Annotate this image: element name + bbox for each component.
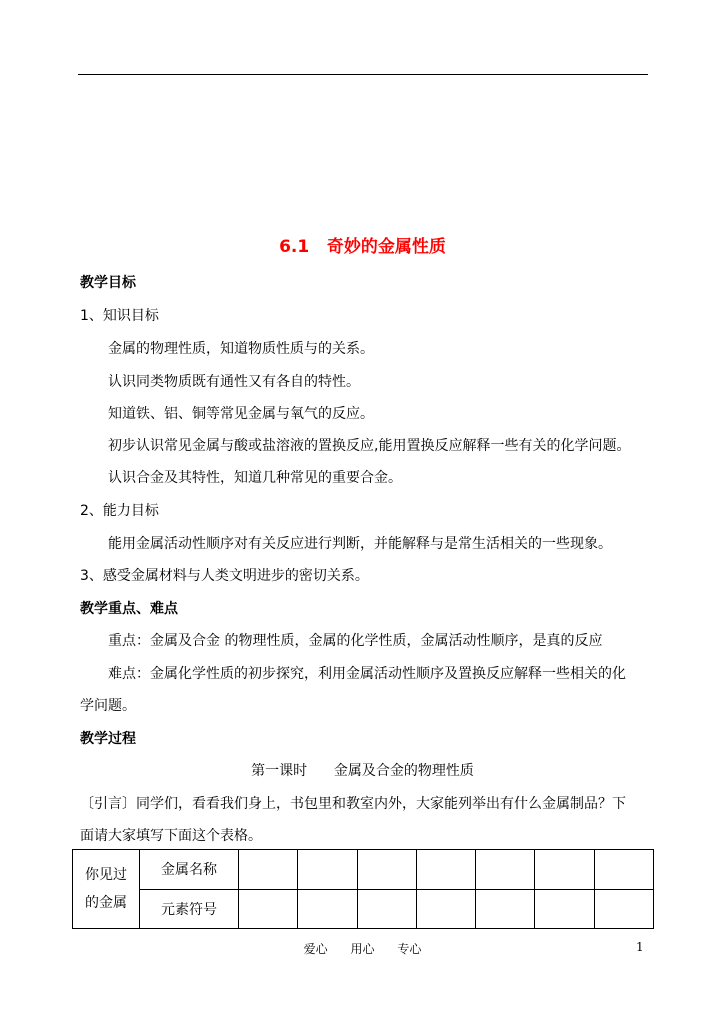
metal-name-cell[interactable] bbox=[594, 850, 653, 890]
knowledge-item: 认识合金及其特性，知道几种常见的重要合金。 bbox=[108, 470, 402, 486]
key-points-heading: 教学重点、难点 bbox=[80, 601, 178, 617]
element-symbol-cell[interactable] bbox=[298, 889, 357, 929]
metal-name-cell[interactable] bbox=[357, 850, 416, 890]
intro-text-continued: 面请大家填写下面这个表格。 bbox=[80, 828, 262, 844]
row-header-metal-name: 金属名称 bbox=[140, 850, 239, 890]
difficulty-text-continued: 学问题。 bbox=[80, 698, 136, 714]
ability-item: 能用金属活动性顺序对有关反应进行判断，并能解释与是常生活相关的一些现象。 bbox=[108, 536, 612, 552]
process-heading: 教学过程 bbox=[80, 731, 136, 747]
lesson-title: 第一课时 金属及合金的物理性质 bbox=[251, 763, 474, 779]
header-rule bbox=[78, 74, 648, 75]
page-title: 6.1 奇妙的金属性质 bbox=[279, 237, 446, 257]
row-header-element-symbol: 元素符号 bbox=[140, 889, 239, 929]
page-number: 1 bbox=[636, 940, 644, 954]
side-label-line: 的金属 bbox=[85, 895, 127, 911]
metal-name-cell[interactable] bbox=[535, 850, 594, 890]
emotion-heading: 3、感受金属材料与人类文明进步的密切关系。 bbox=[80, 568, 369, 584]
element-symbol-cell[interactable] bbox=[476, 889, 535, 929]
element-symbol-cell[interactable] bbox=[239, 889, 298, 929]
element-symbol-cell[interactable] bbox=[594, 889, 653, 929]
knowledge-item: 知道铁、铝、铜等常见金属与氧气的反应。 bbox=[108, 406, 374, 422]
knowledge-item: 金属的物理性质，知道物质性质与的关系。 bbox=[108, 341, 374, 357]
metals-table bbox=[72, 849, 654, 929]
element-symbol-cell[interactable] bbox=[416, 889, 475, 929]
knowledge-item: 认识同类物质既有通性又有各自的特性。 bbox=[108, 374, 360, 390]
table-side-label bbox=[73, 850, 140, 929]
element-symbol-cell[interactable] bbox=[357, 889, 416, 929]
side-label-line: 你见过 bbox=[85, 867, 127, 883]
footer-motto: 爱心 用心 专心 bbox=[303, 942, 422, 956]
difficulty-text: 难点：金属化学性质的初步探究，利用金属活动性顺序及置换反应解释一些相关的化 bbox=[108, 666, 626, 682]
metal-name-cell[interactable] bbox=[239, 850, 298, 890]
table-row bbox=[73, 850, 654, 890]
objectives-heading: 教学目标 bbox=[80, 275, 136, 291]
metal-name-cell[interactable] bbox=[476, 850, 535, 890]
metal-name-cell[interactable] bbox=[416, 850, 475, 890]
knowledge-item: 初步认识常见金属与酸或盐溶液的置换反应,能用置换反应解释一些有关的化学问题。 bbox=[108, 438, 631, 454]
table-row bbox=[73, 889, 654, 929]
metal-name-cell[interactable] bbox=[298, 850, 357, 890]
element-symbol-cell[interactable] bbox=[535, 889, 594, 929]
focus-text: 重点：金属及合金 的物理性质，金属的化学性质，金属活动性顺序，是真的反应 bbox=[108, 633, 603, 649]
knowledge-heading: 1、知识目标 bbox=[80, 308, 159, 324]
ability-heading: 2、能力目标 bbox=[80, 503, 159, 519]
intro-text: 〔引言〕同学们，看看我们身上，书包里和教室内外，大家能列举出有什么金属制品？下 bbox=[80, 796, 626, 812]
